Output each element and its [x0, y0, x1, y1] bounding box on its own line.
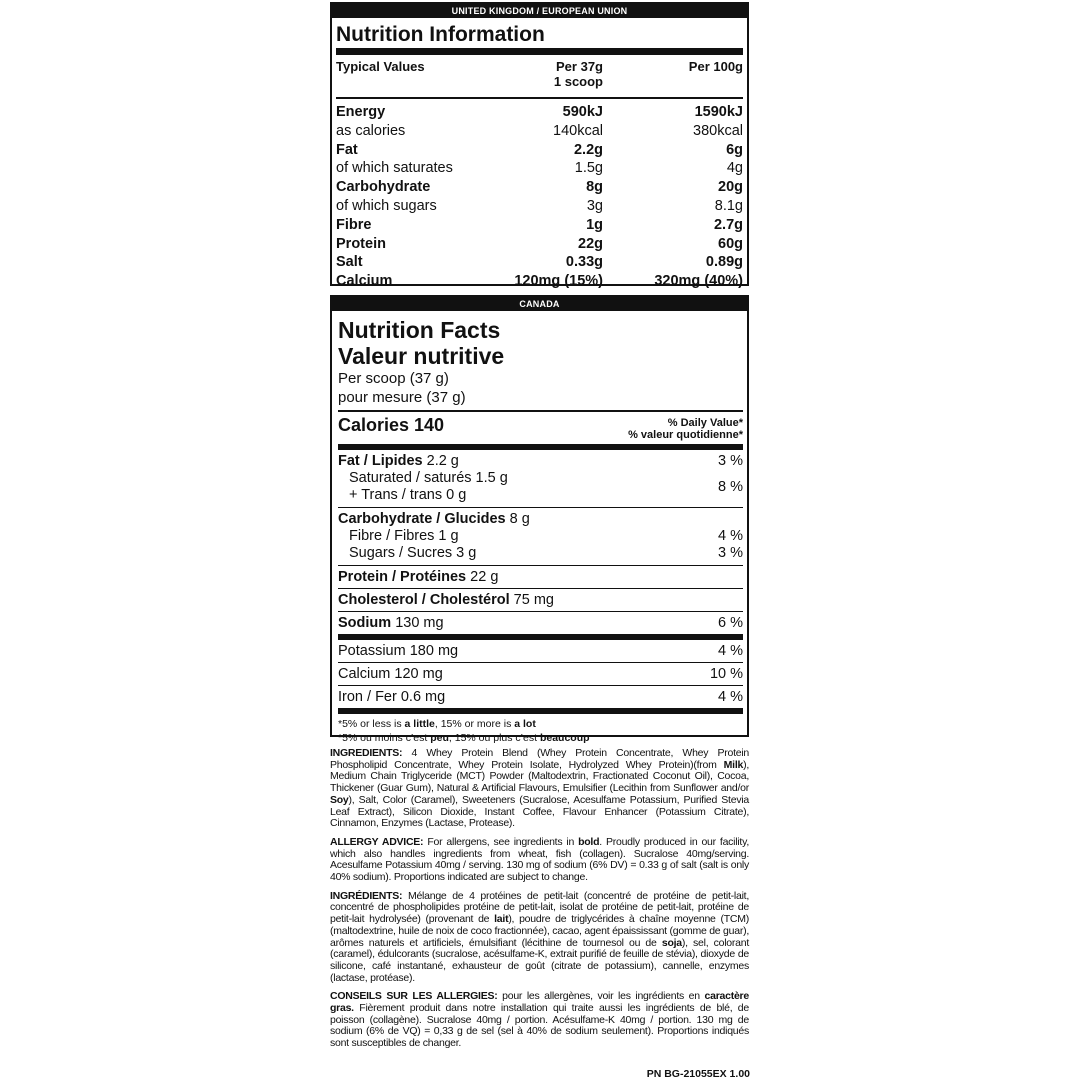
uk-row-per-100g: 60g [718, 235, 743, 252]
fat-group [338, 450, 743, 507]
ingredients-text-block [330, 748, 749, 1050]
uk-row-per-serving: 0.33g [565, 254, 603, 271]
daily-value-footnote [338, 714, 743, 745]
ingredients-fr: INGRÉDIENTS: Mélange de 4 protéines de petit-lait (concentré de protéine de petit-lait, concentré de phospholipides protéine de petit-lait, isolat de protéine de petit-lait, protéine de petit-lait hydrolysée) (provenant de lait), poudre de triglycérides à chaîne moyenne (TCM) (maltodextrine, huile de noix de coco fractionnée), cacao, agent épaississant (gomme de guar), arômes naturels et artificiels, émulsifiant (lécithine de tournesol ou de soja), sel, colorant (caramel), édulcorants (sucralose, acésulfame-K, extrait purifié de feuille de stévia), dioxyde de silicone, café instantané, exhausteur de goût (citrate de potassium), cannelle, enzymes (lactase, protéase). [330, 889, 749, 984]
uk-row-name: Fat [336, 141, 358, 158]
uk-row-per-100g: 0.89g [705, 254, 743, 271]
uk-row-name: Fibre [336, 216, 372, 233]
uk-row-per-100g: 6g [726, 141, 743, 158]
daily-value-header [628, 414, 743, 441]
uk-row-energy [336, 103, 743, 122]
uk-row-name: of which sugars [336, 197, 437, 214]
uk-row-per-100g: 380kcal [693, 122, 743, 139]
sodium-row [338, 612, 743, 634]
fat-pct: 3 % [718, 453, 743, 469]
uk-row-per-100g: 20g [718, 179, 743, 196]
protein-value: 22 g [470, 569, 499, 585]
uk-row-per-serving: 1g [586, 216, 603, 233]
uk-header-typical: Typical Values [336, 59, 425, 74]
calcium-row [338, 663, 743, 685]
carb-row [338, 511, 743, 528]
uk-row-salt [336, 253, 743, 272]
daily-value-en: % Daily Value* [667, 417, 743, 429]
fibre-row [338, 528, 743, 545]
uk-row-per-serving: 590kJ [562, 104, 603, 120]
trans-label: + Trans / trans 0 g [349, 487, 467, 503]
uk-row-per-serving: 120mg (15%) [514, 273, 603, 290]
calories-label: Calories 140 [338, 415, 445, 435]
uk-row-per-100g: 2.7g [713, 216, 743, 233]
potassium-pct: 4 % [718, 643, 743, 659]
footnote-en: *5% or less is a little, 15% or more is a lot [338, 718, 536, 730]
serving-size-en: Per scoop (37 g) [338, 370, 449, 387]
fat-row [338, 453, 743, 470]
uk-nutrition-panel [330, 2, 749, 290]
allergy-advice-en: ALLERGY ADVICE: For allergens, see ingredients in bold. Proudly produced in our facility, which also handles ingredients from wheat, fish (collagen). Sucralose 40mg/serving. Acesulfame Potassium 40mg / serving. 130 mg of sodium (6% DV) = 0.33 g of salt (salt is only 40% sodium). Proportions indicated are subject to change. [330, 835, 749, 884]
uk-row-name: as calories [336, 122, 406, 139]
iron-row [338, 686, 743, 708]
iron-label: Iron / Fer 0.6 mg [338, 689, 446, 705]
sat-trans-row [338, 470, 743, 504]
cholesterol-value: 75 mg [513, 592, 554, 608]
fibre-label: Fibre / Fibres 1 g [349, 528, 459, 544]
ingredients-en: INGREDIENTS: 4 Whey Protein Blend (Whey Protein Concentrate, Whey Protein Phospholipid Concentrate, Whey Protein Isolate, Hydrolyzed Whey Protein)(from Milk), Medium Chain Triglyceride (MCT) Powder (Maltodextrin, Fractionated Coconut Oil), Cocoa, Thickener (Guar Gum), Natural & Artificial Flavours, Emulsifier (Lecithin from Sunflower and/or Soy), Salt, Color (Caramel), Sweeteners (Sucralose, Acesulfame Potassium, Purified Stevia Leaf Extract), Silicon Dioxide, Instant Coffee, Flavour Enhancer (Potassium Citrate), Cinnamon, Enzymes (Lactase, Protease). [330, 747, 749, 830]
uk-row-calcium [336, 272, 743, 291]
uk-row-per-100g: 4g [726, 160, 743, 177]
uk-row-saturates [336, 159, 743, 178]
sodium-value: 130 mg [395, 615, 444, 631]
uk-row-name: Salt [336, 254, 363, 271]
uk-panel-title: Nutrition Information [336, 23, 545, 46]
cholesterol-label: Cholesterol / Cholestérol [338, 592, 510, 608]
cholesterol-row [338, 589, 743, 611]
uk-header-per-100g: Per 100g [688, 59, 743, 74]
fibre-pct: 4 % [718, 528, 743, 544]
daily-value-fr: % valeur quotidienne* [628, 429, 743, 441]
sodium-pct: 6 % [718, 615, 743, 631]
uk-row-name: Carbohydrate [336, 179, 431, 196]
canada-nutrition-panel [330, 295, 749, 744]
allergy-advice-fr: CONSEILS SUR LES ALLERGIES: pour les allergènes, voir les ingrédients en caractère gras. Fièrement produit dans notre installation qui traite aussi les ingrédients de blé, de poisson (collagène). Sucralose 40mg / portion. Acésulfame-K 40mg / portion. 130 mg de sodium (6% de VQ) = 0,33 g de sel (sel à 40% de sodium seulement). Proportions indiqués sont susceptibles de changer. [330, 990, 749, 1050]
carb-group [338, 508, 743, 565]
uk-header-row [332, 55, 747, 97]
uk-row-per-100g: 1590kJ [694, 104, 743, 120]
calories-row [338, 412, 743, 444]
potassium-label: Potassium 180 mg [338, 643, 459, 659]
uk-header-per-serving [483, 59, 603, 97]
uk-row-name: Protein [336, 235, 386, 252]
iron-pct: 4 % [718, 689, 743, 705]
uk-nutrient-rows [332, 99, 747, 291]
protein-label: Protein / Protéines [338, 569, 467, 585]
calcium-pct: 10 % [709, 666, 743, 682]
uk-row-name: Calcium [336, 273, 393, 290]
uk-row-per-serving: 22g [578, 235, 603, 252]
carb-label: Carbohydrate / Glucides [338, 511, 506, 527]
footnote-fr: *5% ou moins c’est peu, 15% ou plus c’est beaucoup [338, 732, 590, 744]
fat-value: 2.2 g [426, 453, 459, 469]
uk-row-per-serving: 140kcal [553, 122, 603, 139]
uk-row-per-serving: 3g [586, 197, 603, 214]
uk-header-per-37g: Per 37g [556, 59, 603, 74]
valeur-nutritive-title: Valeur nutritive [338, 343, 505, 369]
uk-row-per-100g: 8.1g [714, 197, 743, 214]
label-column [330, 2, 749, 1057]
fat-label: Fat / Lipides [338, 453, 423, 469]
uk-row-carbohydrate [336, 178, 743, 197]
uk-row-per-100g: 320mg (40%) [654, 273, 743, 290]
uk-row-protein [336, 235, 743, 254]
uk-thick-rule [336, 48, 743, 55]
uk-row-per-serving: 1.5g [574, 160, 603, 177]
canada-panel-body [332, 317, 747, 745]
uk-row-fibre [336, 216, 743, 235]
uk-row-per-serving: 2.2g [573, 141, 603, 158]
sat-trans-pct: 8 % [718, 478, 743, 495]
potassium-row [338, 640, 743, 662]
uk-region-band: UNITED KINGDOM / EUROPEAN UNION [332, 4, 747, 18]
calcium-label: Calcium 120 mg [338, 666, 443, 682]
uk-row-name: Energy [336, 104, 386, 120]
canada-region-band: CANADA [332, 297, 747, 311]
sugars-pct: 3 % [718, 545, 743, 561]
part-number: PN BG-21055EX 1.00 [646, 1068, 750, 1080]
sodium-label: Sodium [338, 615, 392, 631]
carb-value: 8 g [509, 511, 530, 527]
sugars-label: Sugars / Sucres 3 g [349, 545, 477, 561]
uk-row-name: of which saturates [336, 160, 453, 177]
uk-header-scoop: 1 scoop [553, 74, 603, 89]
serving-size-fr: pour mesure (37 g) [338, 389, 466, 406]
uk-row-calories [336, 122, 743, 141]
nutrition-facts-title: Nutrition Facts [338, 317, 501, 343]
saturated-label: Saturated / saturés 1.5 g [349, 470, 508, 486]
sugars-row [338, 545, 743, 562]
uk-row-per-serving: 8g [586, 179, 603, 196]
uk-row-fat [336, 141, 743, 160]
protein-row [338, 566, 743, 588]
uk-row-sugars [336, 197, 743, 216]
